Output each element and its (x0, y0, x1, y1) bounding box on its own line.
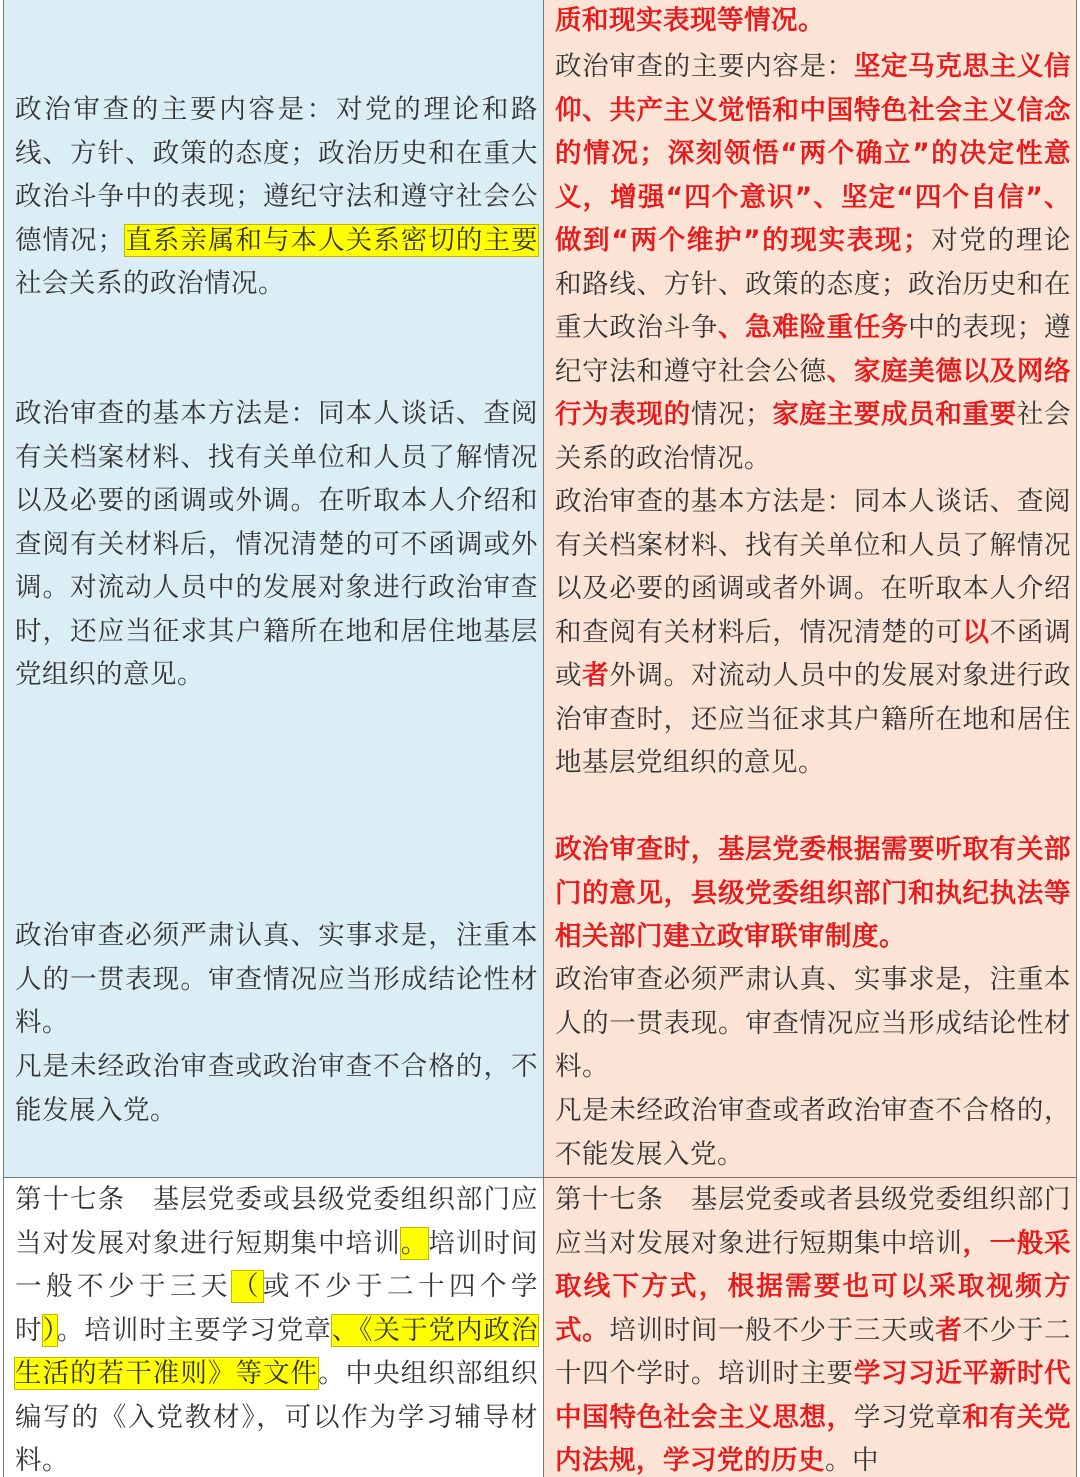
highlighted-text: 直系亲属和与本人关系密切的主要 (124, 224, 539, 256)
changed-text: 、家庭美德以及网络行为表现的 (555, 355, 1072, 430)
text-run: 政治审查的基本方法是：同本人谈话、查阅有关档案材料、找有关单位和人员了解情况以及必要的函调或者外调。在听取本人介绍和查阅有关材料后，情况清楚的可 (555, 486, 1071, 648)
text-run: 。中 (825, 1445, 879, 1476)
highlighted-text: 。 (400, 1227, 429, 1259)
new-political-review-unqualified: 凡是未经政治审查或者政治审查不合格的，不能发展入党。 (555, 1095, 1071, 1170)
changed-text: 者 (935, 1314, 963, 1346)
highlighted-text: 、《关于党内政治生活的若干准则》等文件 (15, 1314, 538, 1389)
text-run: 第十七条 基层党委或者县级党委组织部门应当对发展对象进行短期集中培训 (555, 1184, 1071, 1259)
old-text-cell-article17 (4, 1178, 544, 1477)
changed-text: ，一般采取线下方式，根据需要也可以采取视频方式。 (555, 1227, 1072, 1346)
text-run: 不函调或 (555, 616, 1072, 691)
table-row-divider (3, 1177, 1077, 1178)
old-political-review-content (15, 88, 538, 306)
text-run: 不少于二十四个学时。培训时主要 (555, 1314, 1072, 1389)
changed-text: 、急难险重任务 (718, 312, 909, 343)
text-run: 政治审查的主要内容是：对党的理论和路线、方针、政策的态度；政治历史和在重大政治斗争中的表现；遵纪守法和遵守社会公德情况； (15, 94, 538, 256)
new-text-cell-article17 (544, 1178, 1077, 1477)
text-run: 学习党章 (853, 1401, 963, 1433)
text-run: 培训时间一般不少于三天或 (609, 1314, 936, 1346)
new-joint-review-system (555, 828, 1071, 959)
old-text-cell-top (4, 0, 544, 1178)
changed-text: 以 (962, 616, 990, 648)
text-run: 第十七条 基层党委或县级党委组织部门应当对发展对象进行短期集中培训 (15, 1184, 538, 1259)
new-article-17 (555, 1178, 1071, 1477)
table-border-right (1076, 0, 1077, 1477)
text-run: 社会关系的政治情况。 (15, 268, 285, 299)
text-run: 培训时间一般不少于三天 (15, 1227, 539, 1302)
changed-text: 学习习近平新时代中国特色社会主义思想， (555, 1358, 1072, 1433)
text-run: 中的表现；遵纪守法和遵守社会公德 (555, 312, 1072, 387)
new-text-cell-top (544, 0, 1077, 1178)
new-political-review-content (555, 45, 1071, 480)
changed-text: 质和现实表现等情况。 (555, 5, 825, 36)
old-political-review-requirement: 政治审查必须严肃认真、实事求是，注重本人的一贯表现。审查情况应当形成结论性材料。 (15, 920, 538, 1038)
highlighted-text: ） (42, 1314, 57, 1346)
new-political-review-method (555, 480, 1071, 785)
old-article-17 (15, 1178, 538, 1477)
old-political-review-unqualified: 凡是未经政治审查或政治审查不合格的，不能发展入党。 (15, 1051, 538, 1126)
text-run: 外调。对流动人员中的发展对象进行政治审查时，还应当征求其户籍所在地和居住地基层党组织的意见。 (555, 660, 1072, 778)
new-political-review-requirement: 政治审查必须严肃认真、实事求是，注重本人的一贯表现。审查情况应当形成结论性材料。 (555, 964, 1071, 1082)
text-run: 。培训时主要学习党章 (56, 1314, 332, 1346)
text-run: 情况； (690, 399, 773, 430)
text-run: 政治审查的主要内容是： (555, 51, 854, 82)
highlighted-text: （ (232, 1271, 263, 1302)
old-political-review-method: 政治审查的基本方法是：同本人谈话、查阅有关档案材料、找有关单位和人员了解情况以及必要的函调或外调。在听取本人介绍和查阅有关材料后，情况清楚的可不函调或外调。对流动人员中的发展对象进行政治审查时，还应当征求其户籍所在地和居住地基层党组织的意见。 (15, 398, 538, 690)
text-run: 社会关系的政治情况。 (555, 399, 1072, 474)
table-border-left (3, 0, 4, 1477)
changed-text: 者 (582, 660, 610, 691)
table-border-middle (543, 0, 544, 1477)
new-continued-line (555, 0, 1071, 43)
changed-text: 家庭主要成员和重要 (772, 399, 1017, 430)
text-run: 对党的理论和路线、方针、政策的态度；政治历史和在重大政治斗争 (555, 225, 1072, 343)
text-run: 或不少于二十四个学时 (15, 1271, 538, 1346)
changed-text: 和有关党内法规，学习党的历史 (555, 1401, 1072, 1476)
changed-text: 坚定马克思主义信仰、共产主义觉悟和中国特色社会主义信念的情况；深刻领悟“两个确立”的决定性意义，增强“四个意识”、坚定“四个自信”、做到“两个维护”的现实表现； (555, 51, 1072, 256)
changed-text: 政治审查时，基层党委根据需要听取有关部门的意见，县级党委组织部门和执纪执法等相关部门建立政审联审制度。 (555, 834, 1071, 952)
text-run: 。中央组织部组织编写的《入党教材》，可以作为学习辅导材料。 (15, 1358, 539, 1476)
